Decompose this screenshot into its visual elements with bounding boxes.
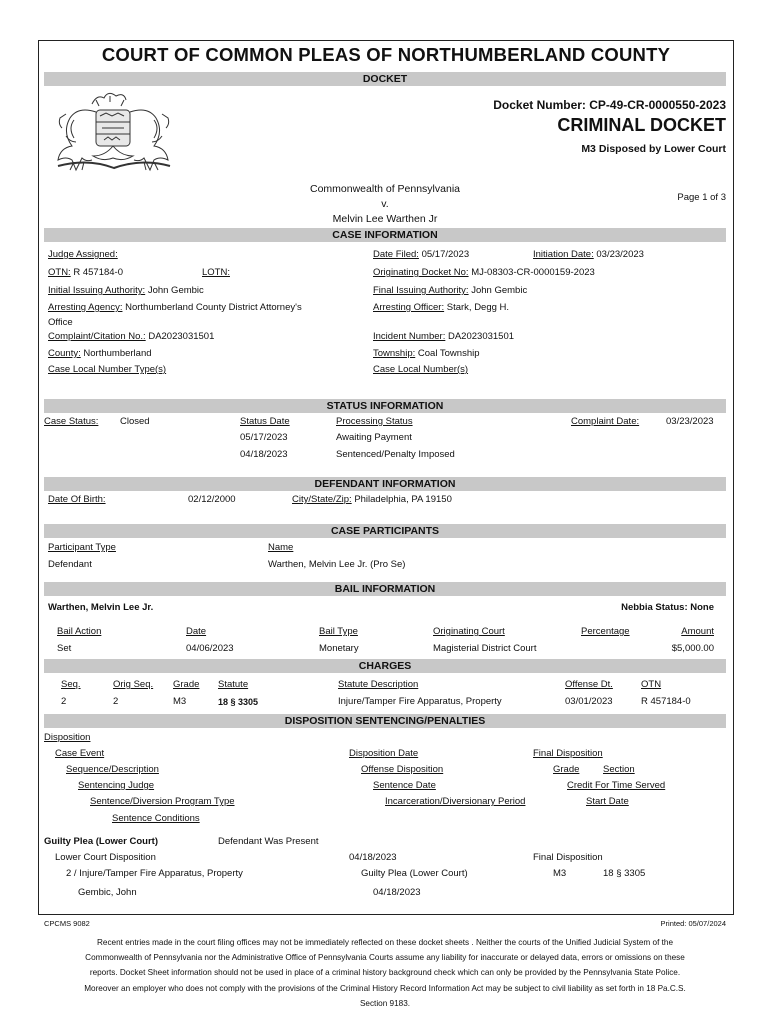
initial-authority-label: Initial Issuing Authority: xyxy=(48,285,146,296)
arresting-officer-label: Arresting Officer: xyxy=(373,302,445,313)
disclaimer-notice: Recent entries made in the court filing offices may not be immediately reflected on these docket sheets . Neither the courts of the Unified Judicial System of the Commonwealth of Pennsylvania nor the Administrative Office of Pennsylvania Courts assume any liability for inaccurate or delayed data, errors or omissions on these reports. Docket Sheet information should not be used in place of a criminal history background check which can only be provided by the Pennsylvania State Police. Moreover an employer who does not comply with the provisions of the Criminal History Record Information Act may be subject to civil liability as set forth in 18 Pa.C.S. Section 9183. xyxy=(84,938,686,1008)
lower-court-disposition: Lower Court Disposition xyxy=(55,852,156,863)
arresting-agency-label: Arresting Agency: xyxy=(48,302,123,313)
docket-number: Docket Number: CP-49-CR-0000550-2023 xyxy=(493,98,726,112)
case-participants-bar: CASE PARTICIPANTS xyxy=(44,524,726,538)
disposition-header: Disposition xyxy=(44,732,91,743)
incident-number xyxy=(373,331,514,342)
initiation-date-label: Initiation Date: xyxy=(533,249,594,260)
bail-header: Bail Action xyxy=(57,626,102,637)
county-label: County: xyxy=(48,348,81,359)
disposition-note: M3 Disposed by Lower Court xyxy=(581,143,726,155)
final-disposition-header: Final Disposition xyxy=(533,748,603,759)
lotn-label: LOTN: xyxy=(202,267,230,278)
case-local-number-type-label: Case Local Number Type(s) xyxy=(48,364,167,375)
date-filed-value: 05/17/2023 xyxy=(421,249,470,260)
charges-cell: 03/01/2023 xyxy=(565,696,613,707)
charges-cell: M3 xyxy=(173,696,187,707)
sentence-date-header: Sentence Date xyxy=(373,780,436,791)
status-date-label: Status Date xyxy=(240,416,290,427)
township xyxy=(373,348,480,359)
defendant-information-bar: DEFENDANT INFORMATION xyxy=(44,477,726,491)
offense-disposition-header: Offense Disposition xyxy=(361,764,444,775)
plea-event: Guilty Plea (Lower Court) xyxy=(44,836,159,847)
grade-header: Grade xyxy=(553,764,580,775)
pennsylvania-coat-of-arms-icon xyxy=(44,92,184,178)
county xyxy=(48,348,152,359)
lower-court-date: 04/18/2023 xyxy=(349,852,397,863)
initiation-date xyxy=(533,249,644,260)
sequence-description-header: Sequence/Description xyxy=(66,764,159,775)
charges-cell: 2 xyxy=(61,696,67,707)
bail-header: Amount xyxy=(681,626,714,637)
case-information-bar: CASE INFORMATION xyxy=(44,228,726,242)
complaint-label: Complaint/Citation No.: xyxy=(48,331,146,342)
charges-cell: 2 xyxy=(113,696,119,707)
judge-assigned-label: Judge Assigned: xyxy=(48,249,118,260)
initiation-date-value: 03/23/2023 xyxy=(596,249,644,260)
sentence-date: 04/18/2023 xyxy=(373,887,421,898)
arresting-agency-value: Northumberland County District Attorney's xyxy=(125,302,302,313)
sentencing-judge: Gembic, John xyxy=(78,887,137,898)
status-row-status: Awaiting Payment xyxy=(336,432,412,443)
county-value: Northumberland xyxy=(83,348,152,359)
participant-name-value: Warthen, Melvin Lee Jr. (Pro Se) xyxy=(268,559,406,570)
city-label: City/State/Zip: xyxy=(292,494,352,505)
participant-name-label: Name xyxy=(268,542,294,553)
originating-docket-label: Originating Docket No: xyxy=(373,267,469,278)
charges-header: Statute xyxy=(218,679,249,690)
incarceration-header: Incarceration/Diversionary Period xyxy=(385,796,526,807)
arresting-agency xyxy=(48,302,302,313)
township-value: Coal Township xyxy=(417,348,480,359)
processing-status-label: Processing Status xyxy=(336,416,413,427)
otn-value: R 457184-0 xyxy=(73,267,123,278)
bail-cell: Set xyxy=(57,643,72,654)
complaint-citation xyxy=(48,331,214,342)
final-authority-label: Final Issuing Authority: xyxy=(373,285,469,296)
originating-docket-value: MJ-08303-CR-0000159-2023 xyxy=(471,267,595,278)
docket-bar: DOCKET xyxy=(44,72,726,86)
form-id: CPCMS 9082 xyxy=(44,919,90,928)
sentence-diversion-header: Sentence/Diversion Program Type xyxy=(90,796,235,807)
city-value: Philadelphia, PA 19150 xyxy=(354,494,452,505)
township-label: Township: xyxy=(373,348,416,359)
final-issuing-authority xyxy=(373,285,527,296)
charge-grade: M3 xyxy=(553,868,567,879)
charges-header: OTN xyxy=(641,679,662,690)
charges-header: Seq. xyxy=(61,679,81,690)
caption-plaintiff: Commonwealth of Pennsylvania xyxy=(310,183,460,195)
case-local-number-label: Case Local Number(s) xyxy=(373,364,469,375)
docket-type: CRIMINAL DOCKET xyxy=(557,115,726,135)
credit-time-served-header: Credit For Time Served xyxy=(567,780,666,791)
status-information-bar: STATUS INFORMATION xyxy=(44,399,726,413)
charge-disposition: Guilty Plea (Lower Court) xyxy=(361,868,468,879)
caption-versus: v. xyxy=(381,198,389,210)
date-filed xyxy=(373,249,469,260)
sentence-conditions-header: Sentence Conditions xyxy=(112,813,200,824)
charges-header: Orig Seq. xyxy=(113,679,154,690)
city-state-zip xyxy=(292,494,452,505)
disposition-bar: DISPOSITION SENTENCING/PENALTIES xyxy=(44,714,726,728)
caption-defendant: Melvin Lee Warthen Jr xyxy=(332,213,438,225)
initial-issuing-authority xyxy=(48,285,204,296)
otn xyxy=(48,267,123,278)
bail-header: Originating Court xyxy=(433,626,505,637)
bail-header: Date xyxy=(186,626,207,637)
bail-cell: Magisterial District Court xyxy=(433,643,537,654)
bail-information-bar: BAIL INFORMATION xyxy=(44,582,726,596)
complaint-value: DA2023031501 xyxy=(148,331,215,342)
lower-court-final: Final Disposition xyxy=(533,852,603,863)
status-row-date: 05/17/2023 xyxy=(240,432,288,443)
dob-value: 02/12/2000 xyxy=(188,494,236,505)
status-row-date: 04/18/2023 xyxy=(240,449,288,460)
bail-cell: 04/06/2023 xyxy=(186,643,234,654)
start-date-header: Start Date xyxy=(586,796,629,807)
status-row-status: Sentenced/Penalty Imposed xyxy=(336,449,455,460)
arresting-officer xyxy=(373,302,509,313)
section-header: Section xyxy=(603,764,635,775)
participant-type-label: Participant Type xyxy=(48,542,116,553)
case-event-header: Case Event xyxy=(55,748,105,759)
charge-line: 2 / Injure/Tamper Fire Apparatus, Property xyxy=(66,868,243,879)
bail-header: Percentage xyxy=(581,626,630,637)
participant-type-value: Defendant xyxy=(48,559,92,570)
sentencing-judge-header: Sentencing Judge xyxy=(78,780,155,791)
charges-bar: CHARGES xyxy=(44,659,726,673)
charges-cell: Injure/Tamper Fire Apparatus, Property xyxy=(338,696,502,707)
bail-header: Bail Type xyxy=(319,626,358,637)
complaint-date-value: 03/23/2023 xyxy=(666,416,714,427)
page-label: Page 1 of 3 xyxy=(677,192,726,203)
charge-section: 18 § 3305 xyxy=(603,868,646,879)
incident-label: Incident Number: xyxy=(373,331,446,342)
charges-cell: 18 § 3305 xyxy=(218,697,259,707)
disposition-date-header: Disposition Date xyxy=(349,748,419,759)
case-status-label: Case Status: xyxy=(44,416,99,427)
charges-header: Offense Dt. xyxy=(565,679,613,690)
arresting-officer-value: Stark, Degg H. xyxy=(446,302,510,313)
charges-header: Grade xyxy=(173,679,200,690)
bail-person: Warthen, Melvin Lee Jr. xyxy=(48,602,154,613)
bail-cell: $5,000.00 xyxy=(671,643,714,654)
charges-header: Statute Description xyxy=(338,679,419,690)
charges-cell: R 457184-0 xyxy=(641,696,691,707)
printed-date: Printed: 05/07/2024 xyxy=(660,919,726,928)
dob-label: Date Of Birth: xyxy=(48,494,106,505)
court-title: COURT OF COMMON PLEAS OF NORTHUMBERLAND COUNTY xyxy=(101,44,671,65)
final-authority-value: John Gembic xyxy=(471,285,528,296)
initial-authority-value: John Gembic xyxy=(147,285,204,296)
nebbia-status: Nebbia Status: None xyxy=(621,602,714,613)
otn-label: OTN: xyxy=(48,267,71,278)
arresting-agency-line2: Office xyxy=(48,317,73,328)
complaint-date-label: Complaint Date: xyxy=(571,416,640,427)
originating-docket xyxy=(373,267,595,278)
case-status-value: Closed xyxy=(120,416,150,427)
date-filed-label: Date Filed: xyxy=(373,249,419,260)
defendant-presence: Defendant Was Present xyxy=(218,836,319,847)
bail-cell: Monetary xyxy=(319,643,359,654)
incident-value: DA2023031501 xyxy=(447,331,515,342)
